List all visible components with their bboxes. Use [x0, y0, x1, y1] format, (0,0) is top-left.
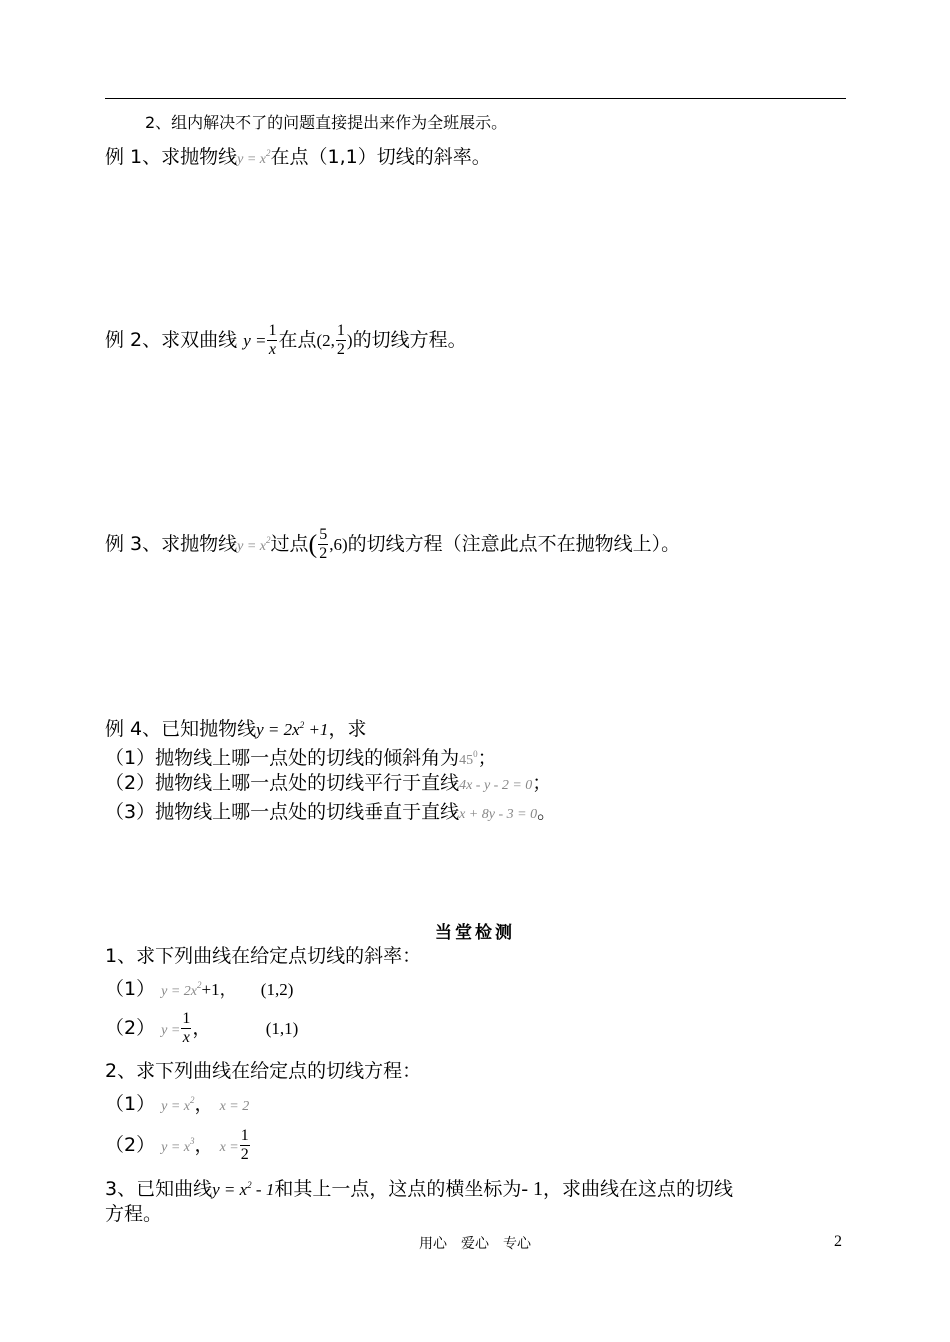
ex3-formula: $y = x^2$	[237, 535, 271, 554]
ex4-q1-angle: $45^0$	[459, 749, 478, 768]
ex2-suffix: 的切线方程。	[352, 329, 467, 351]
ex3-suffix: 的切线方程（注意此点不在抛物线上）。	[347, 533, 681, 555]
problem-1b: （2） y = $\frac{1}{x}$ ， (1,1)	[105, 1010, 299, 1046]
problem-1a: （1） $y = 2x^2+1$， (1,2)	[105, 978, 294, 1000]
ex4-prefix: 例 4、已知抛物线	[105, 718, 257, 740]
ex4-question-3: （3）抛物线上哪一点处的切线垂直于直线x + 8y - 3 = 0。	[105, 801, 557, 823]
ex3-paren-open: (	[308, 529, 318, 559]
p2a-formula: $y = x^2$	[161, 1095, 195, 1114]
ex3-point-rest: ,6)	[329, 535, 348, 554]
p3-value: - 1	[521, 1178, 544, 1200]
ex2-point-close: )	[346, 331, 353, 350]
ex1-formula: $y = x^2$	[237, 148, 271, 167]
ex4-q3-line: x + 8y - 3 = 0	[459, 807, 538, 822]
ex3-mid: 过点	[270, 533, 309, 555]
problem-1: 1、求下列曲线在给定点切线的斜率：	[105, 945, 422, 967]
ex4-suffix: ，求	[328, 718, 367, 740]
example-4	[105, 713, 366, 742]
ex2-point-fraction: $\frac{1}{2}$	[336, 322, 345, 358]
ex3-prefix: 例 3、求抛物线	[105, 533, 238, 555]
p3-formula: $y = x^2 - 1$	[212, 1180, 275, 1199]
problem-3: 3、已知曲线$y = x^2 - 1$和其上一点，这点的横坐标为- 1，求曲线在这点的切线	[105, 1178, 734, 1200]
p1b-point: (1,1)	[265, 1019, 299, 1038]
example-1	[105, 141, 491, 172]
ex2-mid: 在点	[278, 329, 317, 351]
p2a-x: x = 2	[219, 1099, 250, 1114]
problem-3-line-2: 方程。	[105, 1203, 163, 1225]
problem-2b: （2） $y = x^3$， x = $\frac{1}{2}$	[105, 1127, 249, 1163]
ex2-y: y =	[243, 331, 267, 350]
ex4-question-1: （1）抛物线上哪一点处的切线的倾斜角为$45^0$；	[105, 747, 497, 769]
intro-text: 2、组内解决不了的问题直接提出来作为全班展示。	[145, 113, 508, 132]
problem-2: 2、求下列曲线在给定点的切线方程：	[105, 1060, 422, 1082]
ex2-point-open: (2,	[316, 331, 335, 350]
ex4-question-2: （2）抛物线上哪一点处的切线平行于直线4x - y - 2 = 0；	[105, 772, 552, 794]
ex4-q2-line: 4x - y - 2 = 0	[459, 778, 533, 793]
section-title: 当堂检测	[435, 923, 515, 943]
ex3-fraction: $\frac{5}{2}$	[319, 526, 328, 562]
header-rule	[105, 98, 846, 99]
p1a-formula: $y = 2x^2$	[161, 980, 202, 999]
problem-2a: （1） $y = x^2$， x = 2	[105, 1093, 250, 1115]
page-footer: 用心 爱心 专心	[419, 1236, 531, 1252]
ex4-formula: $y = 2x^2 +1$	[256, 720, 329, 739]
ex2-fraction: $\frac{1}{x}$	[268, 322, 277, 358]
example-2	[105, 317, 467, 364]
p2b-fraction: $\frac{1}{2}$	[240, 1127, 249, 1163]
ex2-prefix: 例 2、求双曲线	[105, 329, 238, 351]
example-3	[105, 517, 680, 570]
p1b-fraction: $\frac{1}{x}$	[182, 1010, 191, 1046]
ex1-suffix: 在点（1,1）切线的斜率。	[270, 146, 491, 168]
ex1-prefix: 例 1、求抛物线	[105, 146, 238, 168]
page-number: 2	[834, 1233, 842, 1250]
p2b-formula: $y = x^3$	[161, 1136, 195, 1155]
p1a-point: (1,2)	[260, 980, 294, 999]
